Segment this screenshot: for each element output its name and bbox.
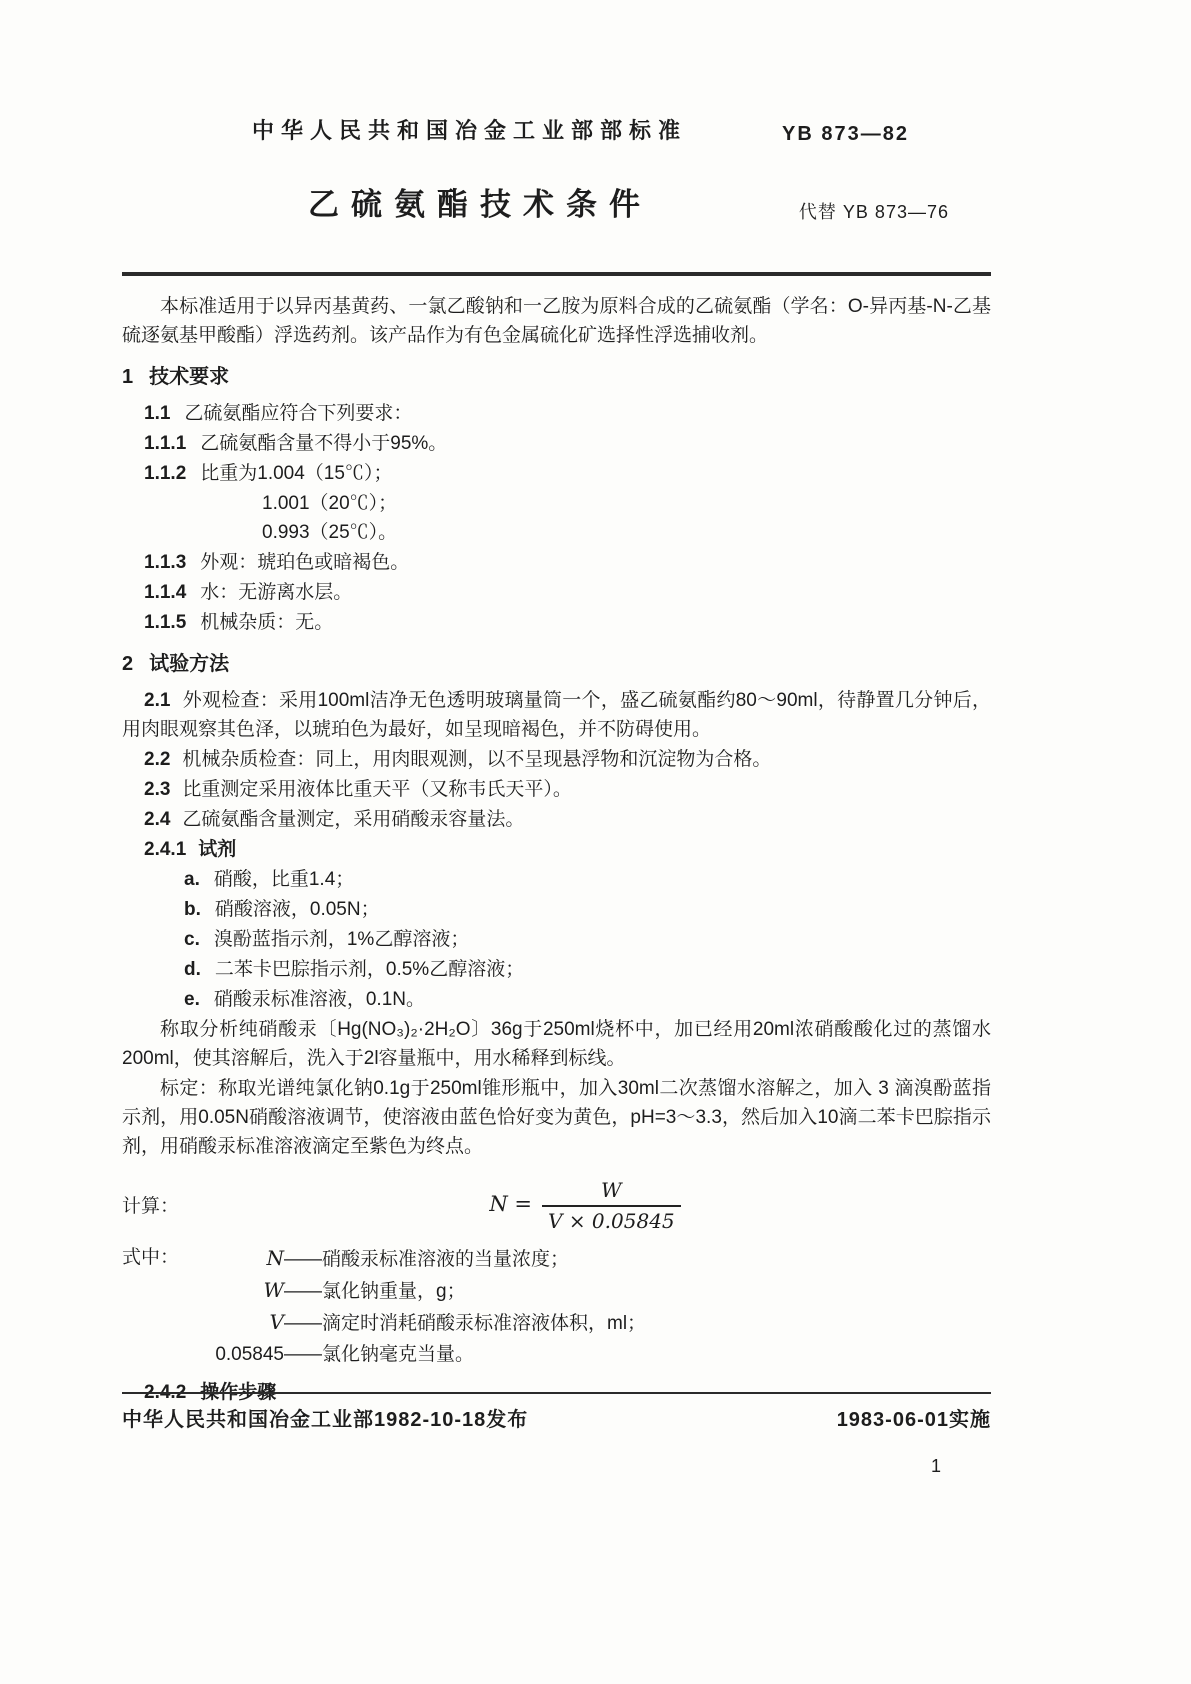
preparation-paragraph: 称取分析纯硝酸汞〔Hg(NO₃)₂·2H₂O〕36g于250ml烧杯中，加已经用20ml浓硝酸酸化过的蒸馏水200ml，使其溶解后，洗入于2l容量瓶中，用水稀释到标线。 (122, 1019, 991, 1069)
page-number: 1 (930, 1456, 941, 1476)
clause-1-1-1 (122, 429, 991, 458)
legend-item-W (200, 1275, 991, 1307)
reagent-c (122, 925, 991, 954)
clause-1-1-2 (122, 459, 991, 488)
clause-number: 2.3 (144, 779, 171, 800)
legend-desc: ——硝酸汞标准溶液的当量浓度； (284, 1249, 570, 1270)
page-content (122, 0, 991, 1407)
formula-fraction (542, 1177, 681, 1235)
clause-2-4-1 (122, 835, 991, 864)
header-row-title (122, 187, 991, 232)
legend-symbol: 0.05845 (215, 1344, 284, 1365)
clause-1-1-4 (122, 578, 991, 607)
clause-text: 外观检查：采用100ml洁净无色透明玻璃量筒一个，盛乙硫氨酯约80～90ml，待静置几分钟后，用肉眼观察其色泽，以琥珀色为最好，如呈现暗褐色，并不防碍使用。 (122, 690, 991, 740)
clause-text: 乙硫氨酯应符合下列要求： (184, 403, 413, 424)
clause-text: 水：无游离水层。 (200, 582, 353, 603)
clause-number: 2.4.2 (144, 1382, 187, 1403)
clause-number: 1.1.1 (144, 433, 187, 454)
section-1-number: 1 (122, 366, 134, 388)
standard-org-line: 中华人民共和国冶金工业部部标准 (252, 118, 688, 143)
issued-by-text: 中华人民共和国冶金工业部1982-10-18发布 (122, 1409, 529, 1431)
formula-legend (122, 1243, 991, 1370)
clause-1-1-5 (122, 608, 991, 637)
legend-symbol: W (263, 1278, 284, 1302)
reagent-e (122, 985, 991, 1014)
reagent-text: 硝酸汞标准溶液，0.1N。 (213, 989, 425, 1010)
reagent-letter: a. (184, 869, 200, 890)
clause-number: 1.1.5 (144, 612, 187, 633)
standardization-paragraph: 标定：称取光谱纯氯化钠0.1g于250ml锥形瓶中，加入30ml二次蒸馏水溶解之，加入 3 滴溴酚蓝指示剂，用0.05N硝酸溶液调节，使溶液由蓝色恰好变为黄色，pH=3～3.3，然后加入10滴二苯卡巴腙指示剂，用硝酸汞标准溶液滴定至紫色为终点。 (122, 1078, 991, 1157)
clause-text: 操作步骤 (200, 1382, 277, 1403)
reagent-d (122, 955, 991, 984)
clause-2-3 (122, 775, 991, 804)
reagent-text: 溴酚蓝指示剂，1%乙醇溶液； (213, 929, 470, 950)
replaces-note: 代替 YB 873—76 (798, 202, 949, 222)
clause-2-1 (122, 686, 991, 744)
formula-numerator: W (542, 1177, 681, 1207)
clause-text: 乙硫氨酯含量不得小于95%。 (200, 433, 448, 454)
clause-number: 2.2 (144, 749, 171, 770)
formula-row (122, 1177, 991, 1235)
clause-text: 试剂 (198, 839, 237, 860)
density-sub-line-2: 0.993（25℃）。 (262, 522, 398, 543)
reagent-text: 硝酸溶液，0.05N； (214, 899, 380, 920)
legend-symbol: V (269, 1310, 284, 1334)
clause-text: 外观：琥珀色或暗褐色。 (200, 552, 410, 573)
reagent-b (122, 895, 991, 924)
page-footer (122, 1392, 991, 1435)
document-title: 乙硫氨酯技术条件 (308, 187, 652, 222)
effective-date-text: 1983-06-01实施 (836, 1409, 991, 1431)
normality-formula (179, 1177, 991, 1235)
clause-number: 2.4 (144, 809, 171, 830)
reagent-letter: b. (184, 899, 201, 920)
clause-number: 1.1 (144, 403, 171, 424)
standard-number: YB 873—82 (782, 123, 909, 145)
reagent-letter: d. (184, 959, 201, 980)
density-sub-line-1: 1.001（20℃）； (262, 493, 398, 514)
formula-label: 计算： (122, 1195, 180, 1217)
formula-lhs: N = (489, 1192, 533, 1217)
legend-desc: ——滴定时消耗硝酸汞标准溶液体积，ml； (284, 1313, 647, 1334)
section-2-label: 试验方法 (149, 653, 230, 675)
clause-2-4 (122, 805, 991, 834)
legend-label: 式中： (122, 1247, 180, 1268)
clause-number: 2.1 (144, 690, 171, 711)
legend-rows (122, 1243, 991, 1370)
header-row-top (122, 116, 991, 146)
header-rule (122, 272, 991, 276)
clause-text: 比重测定采用液体比重天平（又称韦氏天平）。 (182, 779, 572, 800)
clause-text: 机械杂质：无。 (200, 612, 334, 633)
clause-number: 2.4.1 (144, 839, 187, 860)
clause-1-1 (122, 399, 991, 428)
clause-text: 乙硫氨酯含量测定，采用硝酸汞容量法。 (182, 809, 525, 830)
clause-1-1-3 (122, 548, 991, 577)
legend-desc: ——氯化钠重量，g； (284, 1281, 466, 1302)
clause-2-2 (122, 745, 991, 774)
clause-number: 1.1.4 (144, 582, 187, 603)
reagent-text: 硝酸，比重1.4； (213, 869, 355, 890)
section-2-number: 2 (122, 653, 134, 675)
section-2-heading (122, 650, 991, 679)
clause-number: 1.1.3 (144, 552, 187, 573)
clause-text: 机械杂质检查：同上，用肉眼观测，以不呈现悬浮物和沉淀物为合格。 (182, 749, 772, 770)
legend-item-V (200, 1307, 991, 1339)
legend-desc: ——氯化钠毫克当量。 (284, 1344, 475, 1365)
intro-paragraph: 本标准适用于以异丙基黄药、一氯乙酸钠和一乙胺为原料合成的乙硫氨酯（学名：O-异丙基-N-乙基硫逐氨基甲酸酯）浮选药剂。该产品作为有色金属硫化矿选择性浮选捕收剂。 (122, 296, 991, 346)
reagent-a (122, 865, 991, 894)
legend-item-N (200, 1243, 991, 1275)
reagent-letter: c. (184, 929, 200, 950)
legend-item-constant (200, 1339, 991, 1370)
section-1-heading (122, 363, 991, 392)
clause-text: 比重为1.004（15℃）； (200, 463, 393, 484)
reagent-text: 二苯卡巴腙指示剂，0.5%乙醇溶液； (214, 959, 525, 980)
legend-symbol: N (266, 1246, 284, 1270)
section-1-label: 技术要求 (149, 366, 230, 388)
formula-denominator: V × 0.05845 (548, 1209, 675, 1233)
clause-number: 1.1.2 (144, 463, 187, 484)
reagent-letter: e. (184, 989, 200, 1010)
